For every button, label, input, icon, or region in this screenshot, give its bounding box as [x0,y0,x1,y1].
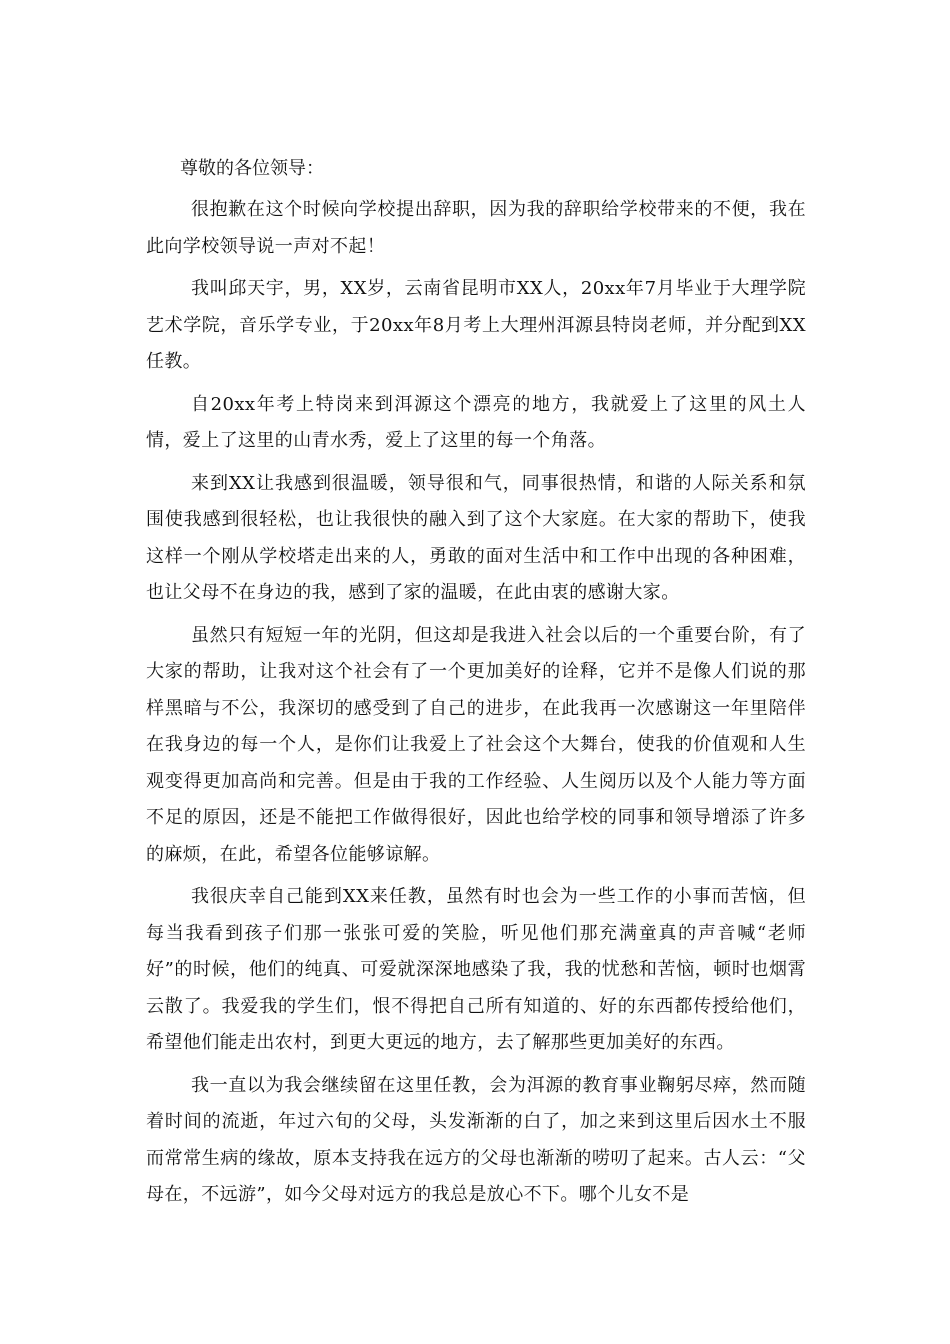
letter-paragraph: 我很庆幸自己能到XX来任教，虽然有时也会为一些工作的小事而苦恼，但每当我看到孩子们那一张张可爱的笑脸，听见他们那充满童真的声音喊“老师好”的时候，他们的纯真、可爱就深深地感染了我，我的忧愁和苦恼，顿时也烟霄云散了。我爱我的学生们，恨不得把自己所有知道的、好的东西都传授给他们，希望他们能走出农村，到更大更远的地方，去了解那些更加美好的东西。 [146,886,806,1053]
letter-paragraph: 我叫邱天宇，男，XX岁，云南省昆明市XX人，20xx年7月毕业于大理学院艺术学院，音乐学专业，于20xx年8月考上大理州洱源县特岗老师，并分配到XX任教。 [146,278,806,372]
letter-salutation: 尊敬的各位领导： [180,158,324,179]
letter-paragraph: 很抱歉在这个时候向学校提出辞职，因为我的辞职给学校带来的不便，我在此向学校领导说一声对不起！ [146,199,806,257]
letter-paragraph: 我一直以为我会继续留在这里任教，会为洱源的教育事业鞠躬尽瘁，然而随着时间的流逝，年过六旬的父母，头发渐渐的白了，加之来到这里后因水土不服而常常生病的缘故，原本支持我在远方的父母也渐渐的唠叨了起来。古人云：“父母在，不远游”，如今父母对远方的我总是放心不下。哪个儿女不是 [146,1074,806,1205]
letter-paragraph: 自20xx年考上特岗来到洱源这个漂亮的地方，我就爱上了这里的风土人情，爱上了这里的山青水秀，爱上了这里的每一个角落。 [146,393,806,451]
letter-paragraph: 来到XX让我感到很温暖，领导很和气，同事很热情，和谐的人际关系和氛围使我感到很轻松，也让我很快的融入到了这个大家庭。在大家的帮助下，使我这样一个刚从学校塔走出来的人，勇敢的面对生活中和工作中出现的各种困难，也让父母不在身边的我，感到了家的温暖，在此由衷的感谢大家。 [146,472,806,603]
letter-paragraph: 虽然只有短短一年的光阴，但这却是我进入社会以后的一个重要台阶，有了大家的帮助，让我对这个社会有了一个更加美好的诠释，它并不是像人们说的那样黑暗与不公，我深切的感受到了自己的进步，在此我再一次感谢这一年里陪伴在我身边的每一个人，是你们让我爱上了社会这个大舞台，使我的价值观和人生观变得更加高尚和完善。但是由于我的工作经验、人生阅历以及个人能力等方面不足的原因，还是不能把工作做得很好，因此也给学校的同事和领导增添了许多的麻烦，在此，希望各位能够谅解。 [146,624,806,865]
document-page [146,146,806,1214]
